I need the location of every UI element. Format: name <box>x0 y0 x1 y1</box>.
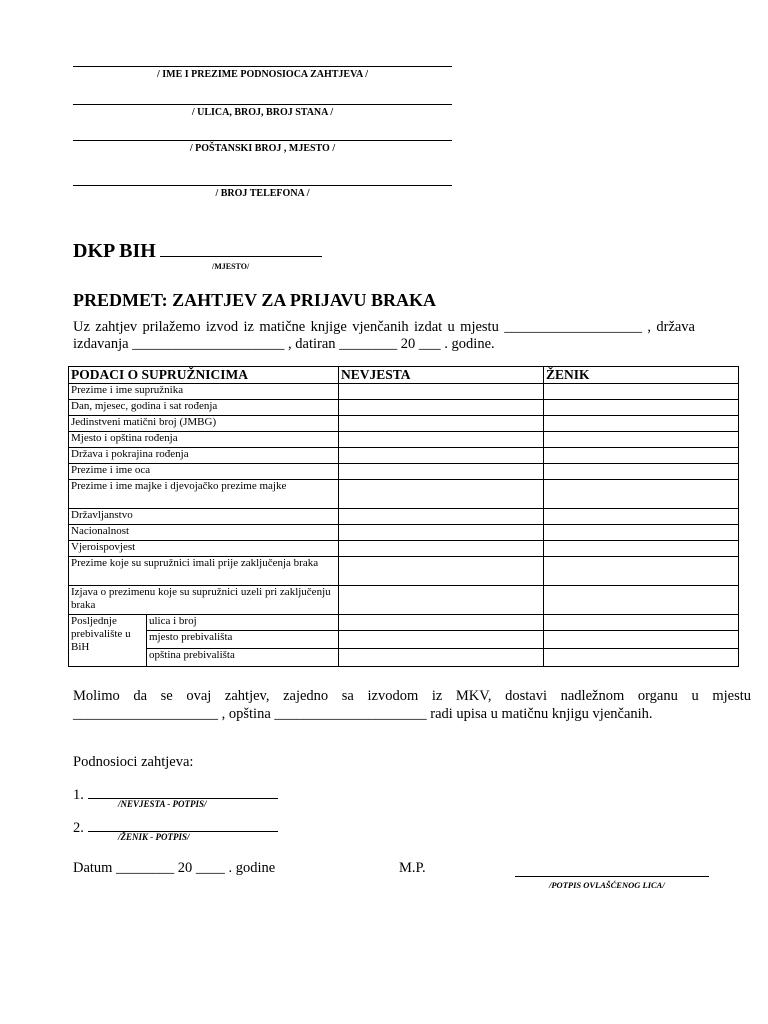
column-header-data: PODACI O SUPRUŽNICIMA <box>69 367 339 384</box>
residence-row-label: mjesto prebivališta <box>147 631 339 649</box>
intro-paragraph: Uz zahtjev prilažemo izvod iz matične knjige vjenčanih izdat u mjestu ___________________ , država izdavanja _____________________ , datiran ________ 20 ___ . godine. <box>73 319 695 352</box>
stamp-place: M.P. <box>399 860 426 876</box>
row-label: Nacionalnost <box>69 525 339 541</box>
row-label: Prezime i ime oca <box>69 464 339 480</box>
bride-cell[interactable] <box>339 480 544 509</box>
dkp-place-caption: /MJESTO/ <box>212 262 250 271</box>
groom-cell[interactable] <box>544 557 739 586</box>
bride-cell[interactable] <box>339 541 544 557</box>
bride-cell[interactable] <box>339 432 544 448</box>
bride-cell[interactable] <box>339 448 544 464</box>
signature-caption-groom: /ŽENIK - POTPIS/ <box>118 832 190 842</box>
groom-cell[interactable] <box>544 448 739 464</box>
groom-cell[interactable] <box>544 525 739 541</box>
row-label: Prezime i ime supružnika <box>69 384 339 400</box>
row-label: Izjava o prezimenu koje su supružnici uzeli pri zaključenju braka <box>69 586 339 615</box>
bride-cell[interactable] <box>339 416 544 432</box>
groom-cell[interactable] <box>544 480 739 509</box>
dkp-label: DKP BIH <box>73 240 156 262</box>
bride-cell[interactable] <box>339 631 544 649</box>
applicant-name-line[interactable] <box>73 66 452 67</box>
residence-row-label: opština prebivališta <box>147 649 339 667</box>
groom-cell[interactable] <box>544 586 739 615</box>
row-label: Mjesto i opština rođenja <box>69 432 339 448</box>
street-line[interactable] <box>73 104 452 105</box>
bride-cell[interactable] <box>339 400 544 416</box>
row-label: Država i pokrajina rođenja <box>69 448 339 464</box>
column-header-groom: ŽENIK <box>544 367 739 384</box>
groom-cell[interactable] <box>544 649 739 667</box>
groom-cell[interactable] <box>544 432 739 448</box>
groom-cell[interactable] <box>544 464 739 480</box>
signature-line-groom[interactable] <box>88 817 278 832</box>
row-label: Prezime i ime majke i djevojačko prezime majke <box>69 480 339 509</box>
request-paragraph: Molimo da se ovaj zahtjev, zajedno sa izvodom iz MKV, dostavi nadležnom organu u mjestu ____________________ , opština _____________________ radi upisa u matičnu knjigu vjenčanih. <box>73 688 751 722</box>
bride-cell[interactable] <box>339 615 544 631</box>
bride-cell[interactable] <box>339 384 544 400</box>
residence-label: Posljednje prebivalište u BiH <box>69 615 147 667</box>
dkp-heading <box>73 238 322 263</box>
date-field[interactable]: Datum ________ 20 ____ . godine <box>73 860 276 876</box>
groom-cell[interactable] <box>544 509 739 525</box>
row-label: Državljanstvo <box>69 509 339 525</box>
bride-cell[interactable] <box>339 649 544 667</box>
signature-line-bride[interactable] <box>88 784 278 799</box>
applicant-name-caption: / IME I PREZIME PODNOSIOCA ZAHTJEVA / <box>157 69 368 80</box>
postal-caption: / POŠTANSKI BROJ , MJESTO / <box>189 143 336 154</box>
groom-cell[interactable] <box>544 400 739 416</box>
signature-number: 1. <box>73 787 84 803</box>
row-label: Vjeroispovjest <box>69 541 339 557</box>
groom-cell[interactable] <box>544 416 739 432</box>
bride-cell[interactable] <box>339 509 544 525</box>
groom-cell[interactable] <box>544 631 739 649</box>
column-header-bride: NEVJESTA <box>339 367 544 384</box>
applicants-label: Podnosioci zahtjeva: <box>73 754 194 770</box>
official-signature-caption: /POTPIS OVLAŠĆENOG LICA/ <box>549 880 665 890</box>
phone-line[interactable] <box>73 185 452 186</box>
postal-line[interactable] <box>73 140 452 141</box>
bride-cell[interactable] <box>339 586 544 615</box>
residence-row-label: ulica i broj <box>147 615 339 631</box>
dkp-place-line[interactable] <box>160 238 322 257</box>
row-label: Prezime koje su supružnici imali prije zaključenja braka <box>69 557 339 586</box>
row-label: Dan, mjesec, godina i sat rođenja <box>69 400 339 416</box>
spouses-data-table <box>68 366 739 667</box>
groom-cell[interactable] <box>544 541 739 557</box>
street-caption: / ULICA, BROJ, BROJ STANA / <box>191 107 334 118</box>
official-signature-line[interactable] <box>515 876 709 877</box>
row-label: Jedinstveni matični broj (JMBG) <box>69 416 339 432</box>
phone-caption: / BROJ TELEFONA / <box>215 188 310 199</box>
groom-cell[interactable] <box>544 615 739 631</box>
subject-heading: PREDMET: ZAHTJEV ZA PRIJAVU BRAKA <box>73 290 437 310</box>
bride-cell[interactable] <box>339 557 544 586</box>
bride-cell[interactable] <box>339 525 544 541</box>
signature-number: 2. <box>73 820 84 836</box>
bride-cell[interactable] <box>339 464 544 480</box>
groom-cell[interactable] <box>544 384 739 400</box>
signature-caption-bride: /NEVJESTA - POTPIS/ <box>118 799 207 809</box>
